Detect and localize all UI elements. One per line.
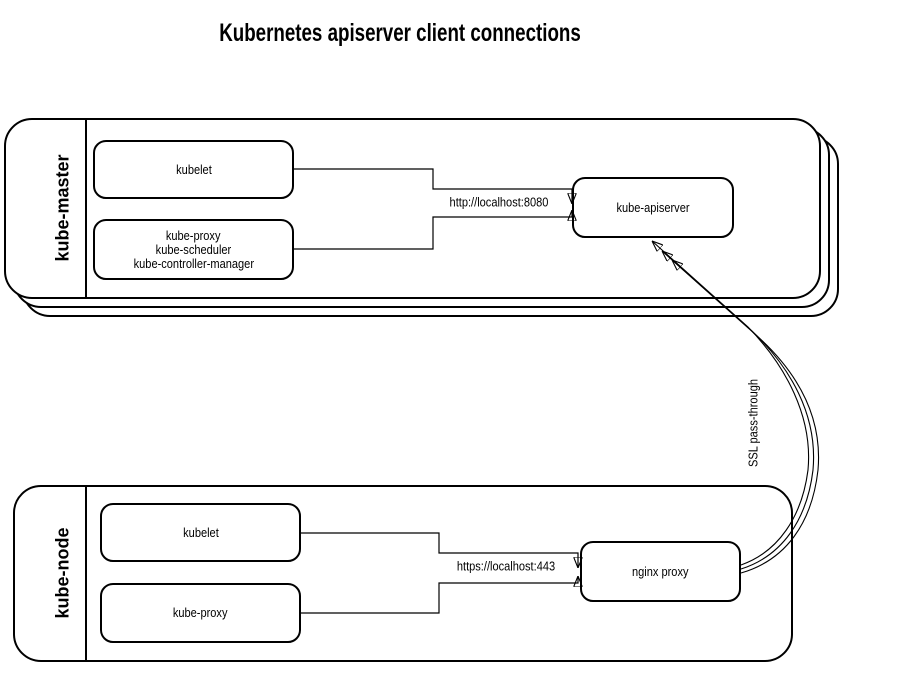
box-master-services bbox=[93, 219, 294, 280]
kube-proxy-node-label: kube-proxy bbox=[173, 605, 228, 620]
service-kube-controller-manager-label: kube-controller-manager bbox=[133, 255, 254, 271]
box-kubelet-node bbox=[100, 503, 301, 562]
diagram-title: Kubernetes apiserver client connections bbox=[219, 19, 581, 47]
kubelet-master-label: kubelet bbox=[175, 161, 212, 177]
kubelet-node-label: kubelet bbox=[182, 524, 219, 540]
service-kube-scheduler-label: kube-scheduler bbox=[155, 241, 232, 257]
box-nginx-proxy bbox=[580, 541, 741, 602]
edge-label-https-localhost-443: https://localhost:443 bbox=[456, 558, 556, 574]
edge-label-http-localhost-8080: http://localhost:8080 bbox=[449, 194, 549, 210]
kube-apiserver-label: kube-apiserver bbox=[616, 199, 690, 215]
box-kube-proxy-node bbox=[100, 583, 301, 643]
nginx-proxy-label: nginx proxy bbox=[632, 563, 689, 579]
node-label-divider bbox=[85, 485, 87, 662]
ssl-passthrough-label: SSL pass-through bbox=[745, 378, 761, 468]
box-kube-apiserver bbox=[572, 177, 734, 238]
node-group-label: kube-node bbox=[52, 527, 73, 619]
master-label-divider bbox=[85, 118, 87, 299]
master-group-label: kube-master bbox=[52, 154, 73, 262]
service-kube-proxy-label: kube-proxy bbox=[166, 227, 221, 243]
box-kubelet-master bbox=[93, 140, 294, 199]
